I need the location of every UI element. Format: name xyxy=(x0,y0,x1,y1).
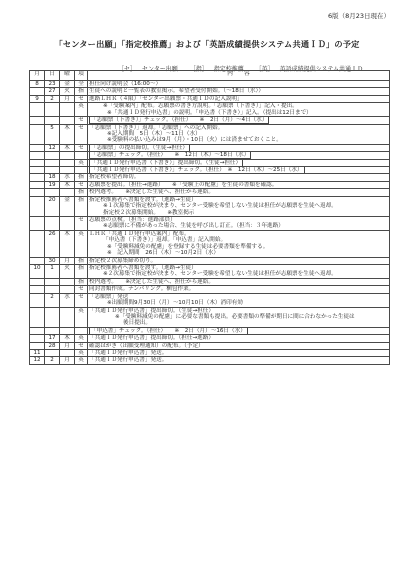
header-weekday: 曜 xyxy=(60,71,75,81)
day-cell xyxy=(45,189,60,196)
content-cell xyxy=(88,327,390,334)
month-cell: 8 xyxy=(30,81,45,88)
weekday-cell xyxy=(60,286,75,293)
day-cell xyxy=(45,286,60,293)
content-line xyxy=(89,81,388,87)
day-cell xyxy=(45,167,60,174)
day-cell xyxy=(45,159,60,166)
content-line xyxy=(89,96,388,102)
table-row xyxy=(30,357,390,364)
day-cell xyxy=(45,117,60,124)
day-cell: 12 xyxy=(45,144,60,151)
content-line xyxy=(89,137,388,143)
weekday-cell xyxy=(60,278,75,285)
table-row xyxy=(30,124,390,144)
month-cell xyxy=(30,335,45,342)
line-text: 「志願票（下書き）」返却。「志願票」への記入開始。 xyxy=(89,124,224,131)
month-cell xyxy=(30,174,45,181)
content-line xyxy=(89,174,388,180)
category-cell: 指 xyxy=(75,189,88,196)
line-text: ※「共通ＩＤ発行申込書」の説明。「申込書（下書き）」記入。（提出は12日まで） xyxy=(107,109,312,116)
table-row xyxy=(30,174,390,181)
content-cell xyxy=(88,81,390,88)
table-row xyxy=(30,217,390,231)
legend-center: ［セ］…センター出願 xyxy=(118,66,178,73)
line-text: 志願票の点検。（担当：進路部員） xyxy=(89,217,176,224)
line-text: 確認はがき（出願受理通知）の配布。（予定） xyxy=(89,342,204,349)
weekday-cell: 月 xyxy=(60,357,75,364)
day-cell: 30 xyxy=(45,257,60,264)
legend-designated: ［指］…指定校推薦 xyxy=(189,66,244,73)
weekday-cell xyxy=(60,103,75,117)
weekday-cell: 木 xyxy=(60,124,75,144)
day-cell: 2 xyxy=(45,357,60,364)
line-text: 指定校２次募集締め切り。 xyxy=(89,257,157,264)
weekday-cell xyxy=(60,350,75,357)
content-cell xyxy=(88,159,390,166)
content-cell xyxy=(88,286,390,293)
content-cell xyxy=(88,217,390,231)
weekday-cell: 火 xyxy=(60,264,75,278)
edition-label: 6版（8月23日現在） xyxy=(327,12,390,20)
month-cell: 10 xyxy=(30,264,45,278)
content-line xyxy=(89,343,388,349)
line-text: 「申込書（下書き）」返却。「申込書」記入開始。 xyxy=(103,237,227,244)
category-cell xyxy=(75,327,88,334)
category-cell: セ xyxy=(75,217,88,231)
table-row xyxy=(30,181,390,188)
category-cell: セ xyxy=(75,293,88,307)
table-row xyxy=(30,103,390,117)
month-cell xyxy=(30,152,45,159)
category-cell xyxy=(75,167,88,174)
month-cell xyxy=(30,103,45,117)
document-title: 「センター出願」「指定校推薦」および「英語成績提供システム共通ＩＤ」の予定 xyxy=(54,39,360,49)
line-text: ※１次募集で指定校が決まり、センター受験を希望しない生徒は担任が志願票を生徒へ返却。 xyxy=(103,203,337,210)
weekday-cell: 月 xyxy=(60,342,75,349)
content-line xyxy=(89,350,388,356)
table-row xyxy=(30,264,390,278)
month-cell xyxy=(30,327,45,334)
category-cell: 指 xyxy=(75,257,88,264)
category-cell: 英 xyxy=(75,159,88,166)
content-line xyxy=(89,88,388,94)
day-cell xyxy=(45,327,60,334)
weekday-cell: 金 xyxy=(60,81,75,88)
line-text: 担任向け説明会（16:00～） xyxy=(89,81,162,87)
boxed-text: 「志願票」チェック。（担任） ※ 12日（木）～18日（水） xyxy=(91,152,250,159)
content-cell xyxy=(88,278,390,285)
month-cell xyxy=(30,342,45,349)
line-text: 志願票を提出。（担任→進路） ※「受験上の配慮」を生徒の書類を確認。 xyxy=(89,181,278,188)
content-cell xyxy=(88,144,390,151)
table-row xyxy=(30,350,390,357)
content-line xyxy=(89,335,388,341)
content-line xyxy=(89,300,388,306)
content-line xyxy=(89,258,388,264)
day-cell: 19 xyxy=(45,181,60,188)
weekday-cell xyxy=(60,327,75,334)
line-text: 「共通ＩＤ発行申込書」提出締切。（担任→進路） xyxy=(89,335,214,342)
month-cell xyxy=(30,117,45,124)
line-text: 「共通ＩＤ発行申込書」発送。 xyxy=(89,350,168,357)
schedule-body xyxy=(30,81,390,365)
weekday-cell xyxy=(60,152,75,159)
content-line xyxy=(89,152,388,158)
content-cell xyxy=(88,95,390,102)
line-text: ※ 記入期間 26日（木）～10月2日（水） xyxy=(107,250,219,257)
content-line xyxy=(89,167,388,173)
weekday-cell xyxy=(60,189,75,196)
weekday-cell xyxy=(60,159,75,166)
content-line xyxy=(89,182,388,188)
content-cell xyxy=(88,342,390,349)
day-cell: 18 xyxy=(45,174,60,181)
day-cell xyxy=(45,152,60,159)
month-cell xyxy=(30,286,45,293)
month-cell xyxy=(30,230,45,257)
content-cell xyxy=(88,124,390,144)
line-text: 後日提出。 xyxy=(123,320,151,327)
line-text: 校内選考。 ※決定した生徒へ、担任から連絡。 xyxy=(89,278,214,285)
content-cell xyxy=(88,167,390,174)
boxed-text: 「共通ＩＤ発行申込書（下書き）」提出締切。（生徒→担任） xyxy=(91,159,242,166)
month-cell xyxy=(30,196,45,216)
line-text: 校内選考。 ※決定した生徒へ、担任から連絡。 xyxy=(89,189,214,196)
content-line xyxy=(89,328,388,334)
category-cell: 英 xyxy=(75,103,88,117)
category-cell: セ xyxy=(75,181,88,188)
content-cell xyxy=(88,152,390,159)
day-cell: 2 xyxy=(45,95,60,102)
content-line xyxy=(89,189,388,195)
table-row xyxy=(30,152,390,159)
day-cell: 28 xyxy=(45,342,60,349)
day-cell: 20 xyxy=(45,196,60,216)
line-text: ※記入期間 5日（木）～11日（水） xyxy=(107,130,201,137)
content-cell xyxy=(88,189,390,196)
line-text: 同封書類作成。ナンバリング。梱包作業。 xyxy=(89,286,195,293)
weekday-cell: 木 xyxy=(60,181,75,188)
content-line xyxy=(89,357,388,363)
month-cell: 12 xyxy=(30,357,45,364)
category-cell: 英 xyxy=(75,335,88,342)
weekday-cell xyxy=(60,167,75,174)
day-cell xyxy=(45,350,60,357)
content-cell xyxy=(88,335,390,342)
category-cell: セ xyxy=(75,124,88,144)
content-line xyxy=(89,286,388,292)
schedule-table xyxy=(29,70,390,365)
category-cell: セ xyxy=(75,95,88,102)
content-line xyxy=(89,110,388,116)
line-text: 指定校推薦者へ書類を渡す。（進路→生徒） xyxy=(89,264,197,271)
table-row xyxy=(30,230,390,257)
category-cell: 指 xyxy=(75,264,88,278)
table-row xyxy=(30,196,390,216)
day-cell xyxy=(45,217,60,231)
category-cell: 指 xyxy=(75,196,88,216)
day-cell: 5 xyxy=(45,124,60,144)
category-cell: 指 xyxy=(75,88,88,95)
category-cell: セ xyxy=(75,144,88,151)
content-line xyxy=(89,250,388,256)
content-line xyxy=(89,271,388,277)
content-cell xyxy=(88,264,390,278)
line-text: ※出願期間9月30日（月）～10月10日（木）消印有効 xyxy=(107,300,243,307)
month-cell: 11 xyxy=(30,350,45,357)
content-cell xyxy=(88,230,390,257)
day-cell: 23 xyxy=(45,81,60,88)
line-text: ※「受験料減免の配慮」に必要な書類も提出。必要書類の準備が期日に間に合わなかった生徒は xyxy=(115,313,355,320)
table-row xyxy=(30,293,390,307)
line-text: ＬＨＲ「共通ＩＤ発行申込案内」配布。 xyxy=(89,230,190,237)
line-text: 指定校２次募集開始。 ※教室掲示 xyxy=(103,209,195,216)
month-cell xyxy=(30,307,45,327)
content-cell xyxy=(88,181,390,188)
table-row xyxy=(30,327,390,334)
line-text: 指定校推薦者へ書類を渡す。（進路→生徒） xyxy=(89,196,197,203)
content-line xyxy=(89,145,388,151)
boxed-text: 「志願票（下書き）」チェック。（担任） ※ 2日（月）～4日（水） xyxy=(91,117,268,124)
category-cell: セ xyxy=(75,286,88,293)
weekday-cell xyxy=(60,307,75,327)
category-cell: セ xyxy=(75,117,88,124)
content-cell xyxy=(88,196,390,216)
table-row xyxy=(30,167,390,174)
legend-english: ［英］…英語成績提供システム共通ＩＤ xyxy=(255,66,364,73)
day-cell: 17 xyxy=(45,335,60,342)
content-cell xyxy=(88,117,390,124)
line-text: 生徒への説明と一覧表の教室掲示。希望者受付開始。（～18日（水）） xyxy=(89,88,264,95)
category-cell: 英 xyxy=(75,307,88,327)
line-text: 「共通ＩＤ発行申込書」提出締切。（生徒→担任） xyxy=(89,307,214,314)
weekday-cell: 月 xyxy=(60,95,75,102)
table-row xyxy=(30,144,390,151)
month-cell xyxy=(30,167,45,174)
content-line xyxy=(89,160,388,166)
content-line xyxy=(89,279,388,285)
weekday-cell: 火 xyxy=(60,88,75,95)
header-day: 日 xyxy=(45,71,60,81)
day-cell xyxy=(45,278,60,285)
table-row xyxy=(30,286,390,293)
header-row xyxy=(30,71,390,81)
content-line xyxy=(89,210,388,216)
boxed-text: 「共通ＩＤ発行申込書（下書き）」チェック。（担任） ※ 12日（木）～25日（水） xyxy=(91,167,303,174)
table-row xyxy=(30,342,390,349)
boxed-text: 「志願票」の提出締切。（生徒→担任） xyxy=(91,144,188,151)
table-row xyxy=(30,88,390,95)
content-cell xyxy=(88,357,390,364)
table-row xyxy=(30,257,390,264)
table-row xyxy=(30,307,390,327)
day-cell: 26 xyxy=(45,230,60,257)
weekday-cell: 木 xyxy=(60,335,75,342)
month-cell xyxy=(30,257,45,264)
boxed-text: 「申込書」チェック。（担任） ※ 2日（月）～16日（水） xyxy=(91,327,246,334)
month-cell xyxy=(30,189,45,196)
month-cell xyxy=(30,124,45,144)
header-category: 項 xyxy=(75,71,88,81)
category-cell: セ xyxy=(75,342,88,349)
category-cell: 英 xyxy=(75,357,88,364)
line-text: ※受験料の払い込みは9月（月）・10日（火）には済ませておくこと。 xyxy=(107,137,282,144)
day-cell: 1 xyxy=(45,264,60,278)
weekday-cell: 水 xyxy=(60,174,75,181)
content-cell xyxy=(88,103,390,117)
header-month: 月 xyxy=(30,71,45,81)
weekday-cell: 水 xyxy=(60,293,75,307)
table-row xyxy=(30,81,390,88)
line-text: ※「受験料減免の配慮」を登録する生徒は必要書類を準備する。 xyxy=(107,243,269,250)
table-row xyxy=(30,335,390,342)
weekday-cell: 木 xyxy=(60,144,75,151)
line-text: ※２次募集で指定校が決まり、センター受験を希望しない生徒は担任が志願票を生徒へ返却。 xyxy=(103,271,337,278)
month-cell: 9 xyxy=(30,95,45,102)
category-cell: 指 xyxy=(75,174,88,181)
table-row xyxy=(30,159,390,166)
table-row xyxy=(30,95,390,102)
month-cell xyxy=(30,278,45,285)
table-row xyxy=(30,117,390,124)
weekday-cell xyxy=(60,117,75,124)
content-line xyxy=(89,223,388,229)
weekday-cell: 木 xyxy=(60,230,75,257)
content-cell xyxy=(88,174,390,181)
table-row xyxy=(30,189,390,196)
content-cell xyxy=(88,257,390,264)
category-cell: 英 xyxy=(75,350,88,357)
category-cell: 指 xyxy=(75,278,88,285)
category-cell: 全 xyxy=(75,81,88,88)
weekday-cell xyxy=(60,217,75,231)
line-text: ※志願票に不備があった場合、生徒を呼び出し訂正。（担当：３年進路） xyxy=(103,223,284,230)
month-cell xyxy=(30,217,45,231)
line-text: 指定校希望者締切。 xyxy=(89,174,140,181)
month-cell xyxy=(30,88,45,95)
category-cell xyxy=(75,152,88,159)
table-row xyxy=(30,278,390,285)
weekday-cell: 月 xyxy=(60,257,75,264)
day-cell xyxy=(45,103,60,117)
month-cell xyxy=(30,181,45,188)
weekday-cell: 金 xyxy=(60,196,75,216)
content-line xyxy=(89,320,388,326)
day-cell: 2 xyxy=(45,293,60,307)
content-line xyxy=(89,117,388,123)
month-cell xyxy=(30,144,45,151)
line-text: 「共通ＩＤ発行申込書」発送。 xyxy=(89,357,168,364)
content-cell xyxy=(88,293,390,307)
day-cell: 27 xyxy=(45,88,60,95)
line-text: 「志願票」発送 xyxy=(89,293,129,300)
line-text: 進路ＬＨＲ（４限）「センター出願票・共通ＩＤの記入説明」 xyxy=(89,95,243,102)
category-cell: 英 xyxy=(75,230,88,257)
month-cell xyxy=(30,159,45,166)
day-cell xyxy=(45,307,60,327)
content-cell xyxy=(88,307,390,327)
month-cell xyxy=(30,293,45,307)
header-content: 内 容 xyxy=(88,71,390,81)
line-text: ※「受験案内」配布。志願票の書き方説明。「志願票（下書き）」記入・提出。 xyxy=(103,103,298,110)
content-cell xyxy=(88,350,390,357)
content-cell xyxy=(88,88,390,95)
